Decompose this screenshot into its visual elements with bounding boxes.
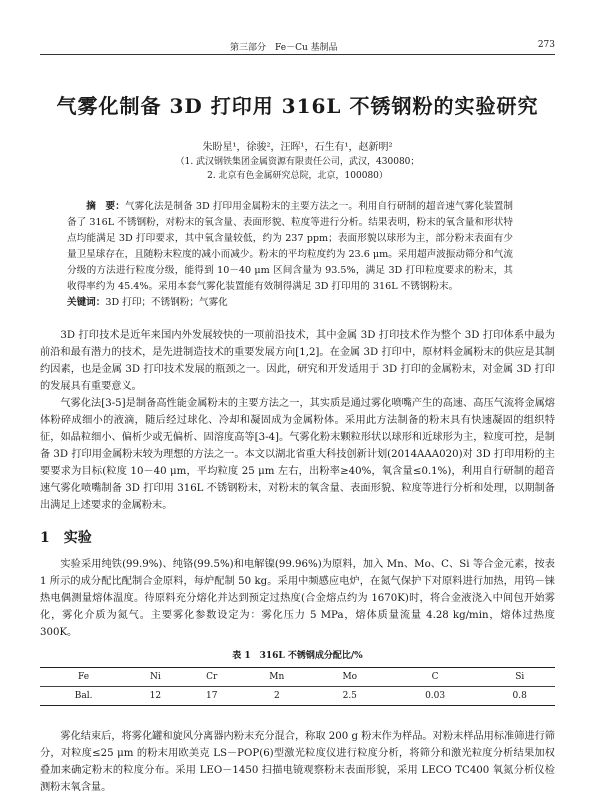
page-number: 273: [537, 40, 555, 50]
intro-paragraph-1: 3D 打印技术是近年来国内外发展较快的一项前沿技术，其中金属 3D 打印技术作为整个 3D 打印体系中最为前沿和最有潜力的技术，是先进制造技术的重要发展方向[1,2]。在金属 3D 打印中，原材料金属粉末的供应是其制约因素，也是金属 3D 打印技术发展的瓶颈之一。因此，研究和开发适用于 3D 打印的金属粉末，对金属 3D 打印的发展具有重要意义。: [40, 330, 555, 392]
cell-fe: Bal.: [74, 691, 93, 701]
paper-title: 气雾化制备 3D 打印用 316L 不锈钢粉的实验研究: [56, 94, 539, 118]
introduction: [40, 327, 555, 514]
cell-si: 0.8: [512, 691, 527, 701]
col-ni: Ni: [149, 672, 161, 682]
col-cr: Cr: [206, 672, 218, 682]
experiment-paragraph-2-block: [40, 728, 555, 796]
experiment-paragraph-1: 实验采用纯铁(99.9%)、纯铬(99.5%)和电解镍(99.96%)为原料，加入 Mn、Mo、C、Si 等合金元素，按表 1 所示的成分配比配制合金原料，每炉配制 50 kg。采用中频感应电炉，在氮气保护下对原料进行加热，用钨－铼热电偶测量熔体温度。待原料充分熔化并达到预定过热度(合金熔点约为 1670K)时，将合金液浇入中间包开始雾化，雾化介质为氮气。主要雾化参数设定为：雾化压力 5 MPa，熔体质量流量 4.28 kg/min，熔体过热度 300K。: [40, 559, 555, 638]
keywords-label: 关键词：: [67, 297, 106, 308]
section-heading-experiment: 1 实验: [40, 530, 92, 546]
col-si: Si: [515, 672, 525, 682]
cell-c: 0.03: [425, 691, 446, 701]
abstract-label: 摘 要：: [86, 201, 125, 212]
affiliation-2: 2. 北京有色金属研究总院，北京，100080）: [207, 171, 388, 181]
cell-cr: 17: [205, 691, 218, 701]
cell-ni: 12: [149, 691, 162, 701]
col-c: C: [431, 672, 439, 682]
table-header-row: [40, 668, 555, 687]
col-mo: Mo: [342, 672, 358, 682]
table-row: [40, 687, 555, 706]
col-mn: Mn: [269, 672, 285, 682]
experiment-paragraph-2: 雾化结束后，将雾化罐和旋风分离器内粉末充分混合，称取 200 g 粉末作为样品。对粉末样品用标准筛进行筛分，对粒度≤25 μm 的粉末用欧美克 LS－POP(6)型激光粒度仪进行粒度分析，将筛分和激光粒度分析结果加权叠加来确定粉末的粒度分布。采用 LEO－1450 扫描电镜观察粉末表面形貌，采用 LECO TC400 氧氮分析仪检测粉末氧含量。: [40, 731, 555, 793]
cell-mn: 2: [273, 691, 280, 701]
running-header: [40, 40, 555, 55]
affiliation-1: （1. 武汉钢铁集团金属资源有限责任公司，武汉，430080；: [175, 157, 420, 167]
header-section: 第三部分 Fe－Cu 基制品: [230, 43, 338, 53]
col-fe: Fe: [78, 672, 90, 682]
composition-table: [40, 667, 555, 706]
abstract: [67, 199, 513, 311]
abstract-text: 气雾化法是制备 3D 打印用金属粉末的主要方法之一。利用自行研制的超音速气雾化装置制备了 316L 不锈钢粉，对粉末的氧含量、表面形貌、粒度等进行分析。结果表明，粉末的氧含量和形状特点均能满足 3D 打印要求，其中氧含量较低，约为 237 ppm；表面形貌以球形为主，部分粉末表面有少量卫星球存在，且随粉末粒度的减小而减少。粉末的平均粒度约为 23.6 μm。采用超声波振动筛分和气流分级的方法进行粒度分级，能得到 10－40 μm 区间含量为 93.5%，满足 3D 打印粒度要求的粉末，其收得率约为 45.4%。采用本套气雾化装置能有效制得满足 3D 打印用的 316L 不锈钢粉末。: [67, 201, 513, 292]
cell-mo: 2.5: [342, 691, 357, 701]
experiment-paragraph-1-block: [40, 556, 555, 641]
authors: 朱盼星¹，徐骏²，汪晖¹，石生有¹，赵新明²: [202, 142, 393, 153]
keywords: 3D 打印；不锈钢粉；气雾化: [105, 297, 228, 308]
table-caption: 表 1 316L 不锈钢成分配比/%: [232, 651, 363, 661]
intro-paragraph-2: 气雾化法[3-5]是制备高性能金属粉末的主要方法之一，其实质是通过雾化喷嘴产生的高速、高压气流将金属熔体粉碎成细小的液滴，随后经过球化、冷却和凝固成为金属粉体。采用此方法制备的粉末具有快速凝固的组织特征，如晶粒细小、偏析少或无偏析、固溶度高等[3-4]。气雾化粉末颗粒形状以球形和近球形为主，粒度可控，是制备 3D 打印用金属粉末较为理想的方法之一。本文以湖北省重大科技创新计划(2014AAA020)对 3D 打印用粉的主要要求为目标(粒度 10－40 μm，平均粒度 25 μm 左右，出粉率≥40%，氧含量≤0.1%)，利用自行研制的超音速气雾化喷嘴制备 3D 打印用 316L 不锈钢粉末，对粉末的氧含量、表面形貌、粒度等进行分析和处理，以期制备出满足上述要求的金属粉末。: [40, 398, 555, 511]
